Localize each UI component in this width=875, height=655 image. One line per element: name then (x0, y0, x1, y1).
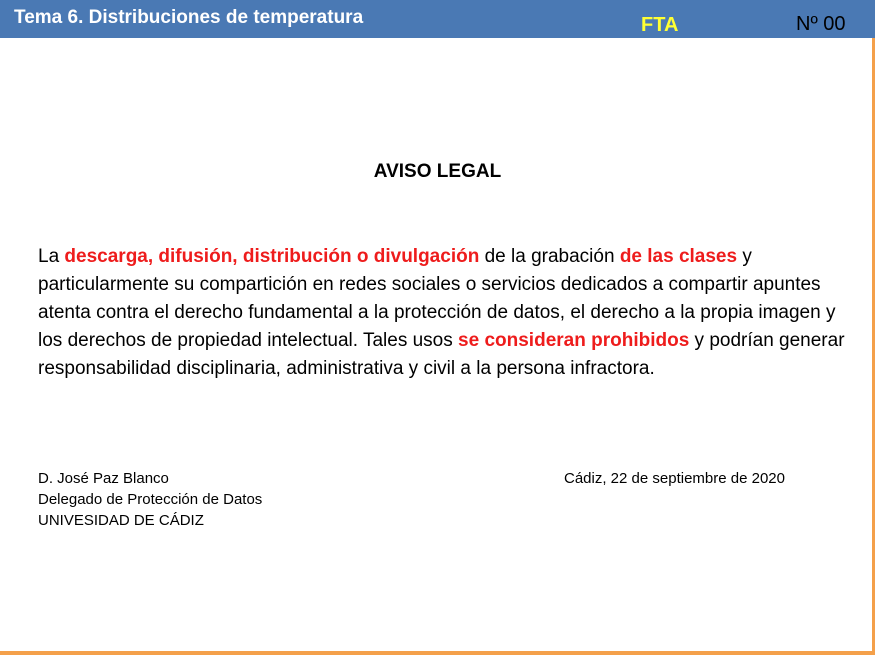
notice-text-2: de la grabación (479, 246, 620, 267)
place-date: Cádiz, 22 de septiembre de 2020 (564, 470, 785, 487)
header-bar (0, 0, 875, 38)
notice-highlight-1: descarga, difusión, distribución o divulgación (64, 246, 480, 267)
notice-highlight-2: de las clases (619, 246, 738, 267)
signature-block (38, 468, 262, 531)
slide-number: Nº 00 (796, 13, 846, 35)
notice-highlight-3: se consideran prohibidos (458, 330, 690, 351)
slide-title: Tema 6. Distribuciones de temperatura (14, 7, 364, 28)
notice-text-4: y podrían generar responsabilidad disciplinaria, administrativa y civil a la persona infractora. (38, 330, 845, 379)
signatory-role: Delegado de Protección de Datos (38, 491, 263, 508)
notice-text-3: y particularmente su compartición en redes sociales o servicios dedicados a compartir apuntes atenta contra el derecho fundamental a la protección de datos, el derecho a la propia imagen y los derechos de propiedad intelectual. Tales usos (38, 246, 836, 351)
notice-text-1: La (38, 246, 65, 267)
bottom-accent-border (0, 651, 875, 655)
course-code: FTA (641, 14, 679, 36)
notice-title: AVISO LEGAL (373, 161, 502, 182)
notice-body (38, 243, 858, 383)
signatory-institution: UNIVESIDAD DE CÁDIZ (38, 512, 204, 529)
signatory-name: D. José Paz Blanco (38, 470, 169, 487)
